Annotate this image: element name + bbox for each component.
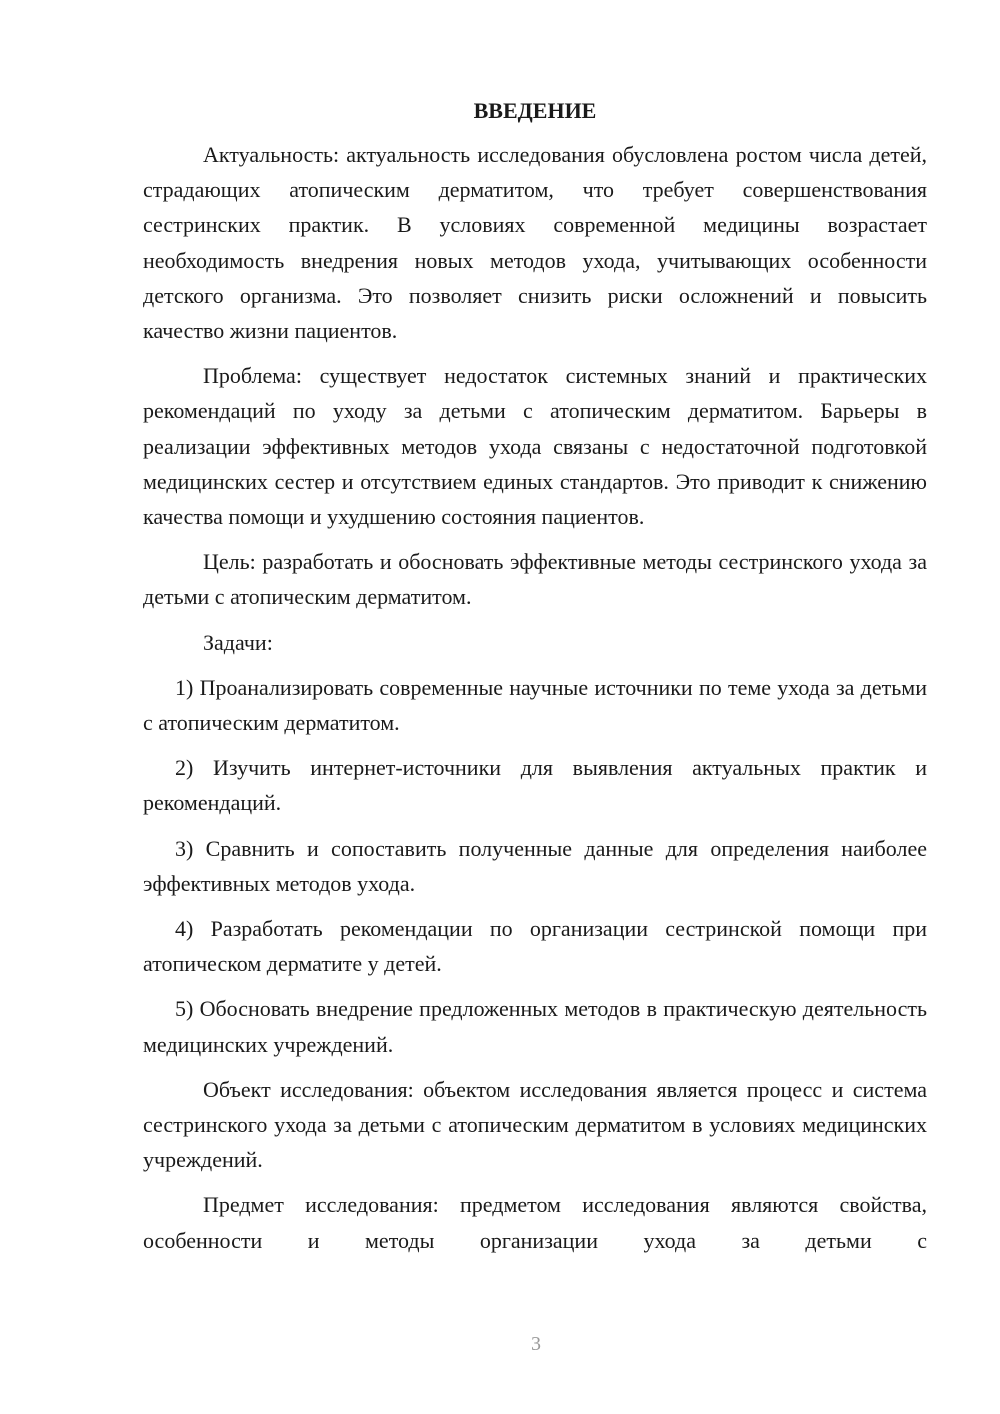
document-page <box>143 95 927 1258</box>
paragraph-relevance: Актуальность: актуальность исследования обусловлена ростом числа детей, страдающих атопическим дерматитом, что требует совершенствования сестринских практик. В условиях современной медицины возрастает необходимость внедрения новых методов ухода, учитывающих особенности детского организма. Это позволяет снизить риски осложнений и повысить качество жизни пациентов. <box>143 142 927 344</box>
list-item: 5) Обосновать внедрение предложенных методов в практическую деятельность медицинских учреждений. <box>143 996 927 1057</box>
paragraph-object: Объект исследования: объектом исследования является процесс и система сестринского ухода за детьми с атопическим дерматитом в условиях медицинских учреждений. <box>143 1076 927 1173</box>
list-item: 3) Сравнить и сопоставить полученные данные для определения наиболее эффективных методов ухода. <box>143 835 927 896</box>
paragraph-goal: Цель: разработать и обосновать эффективные методы сестринского ухода за детьми с атопическим дерматитом. <box>143 549 927 610</box>
section-heading: ВВЕДЕНИЕ <box>473 98 597 123</box>
page-number: 3 <box>531 1333 541 1355</box>
list-item: 1) Проанализировать современные научные источники по теме ухода за детьми с атопическим дерматитом. <box>143 674 927 736</box>
list-item: 4) Разработать рекомендации по организации сестринской помощи при атопическом дерматите у детей. <box>143 916 927 977</box>
tasks-label: Задачи: <box>203 629 273 655</box>
tasks-list <box>143 670 927 1062</box>
list-item: 2) Изучить интернет-источники для выявления актуальных практик и рекомендаций. <box>143 755 927 816</box>
paragraph-problem: Проблема: существует недостаток системных знаний и практических рекомендаций по уходу за детьми с атопическим дерматитом. Барьеры в реализации эффективных методов ухода связаны с недостаточной подготовкой медицинских сестер и отсутствием единых стандартов. Это приводит к снижению качества помощи и ухудшению состояния пациентов. <box>143 363 927 530</box>
paragraph-subject: Предмет исследования: предметом исследования являются свойства, особенности и методы организации ухода за детьми с <box>143 1192 927 1253</box>
